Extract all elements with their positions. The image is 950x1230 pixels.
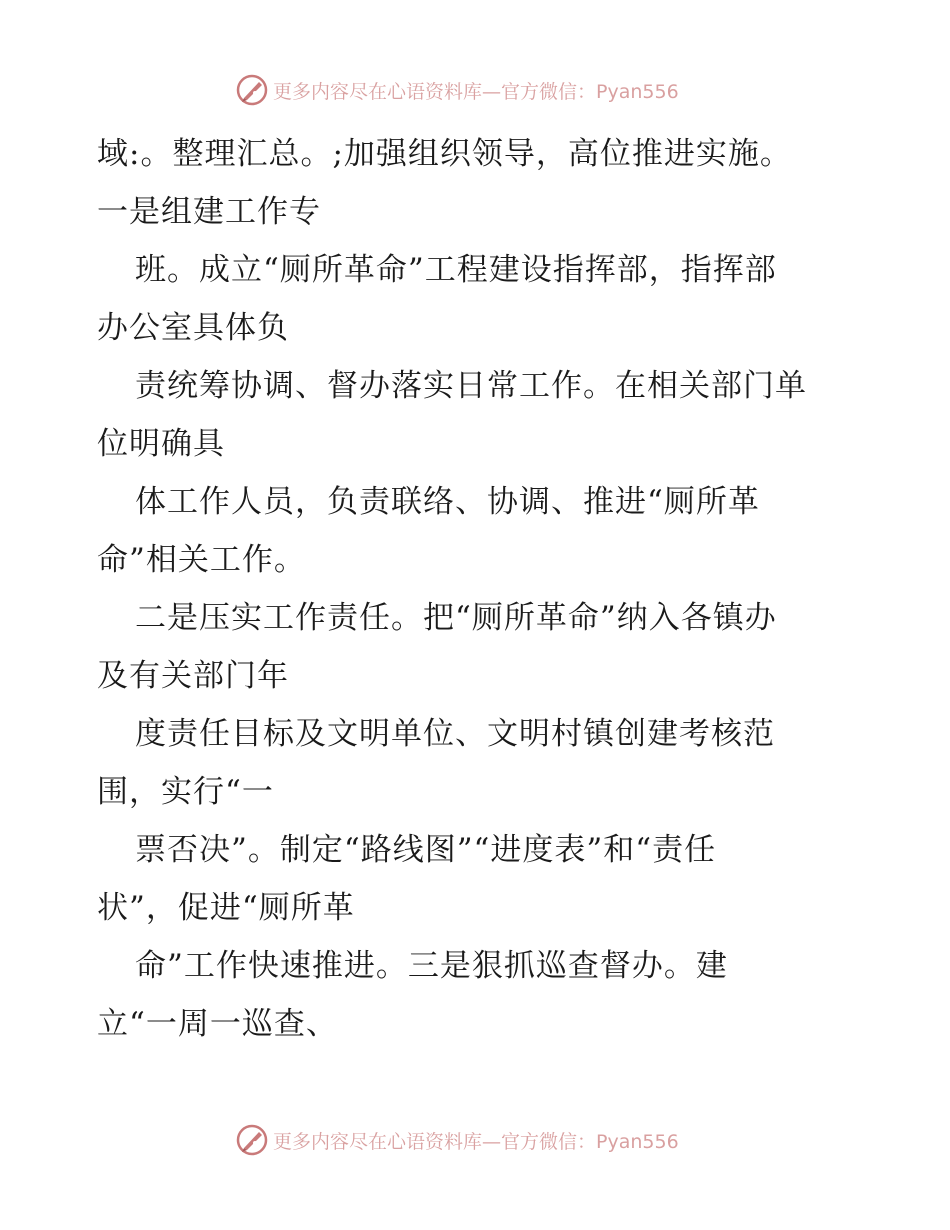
text-line: 班。成立“厕所革命”工程建设指挥部，指挥部 bbox=[135, 252, 777, 288]
text-line: 度责任目标及文明单位、文明村镇创建考核范 bbox=[135, 716, 775, 752]
wechat-id: Pyan556 bbox=[596, 80, 679, 103]
text-line: 责统筹协调、督办落实日常工作。在相关部门单 bbox=[135, 368, 807, 404]
text-line: 域:。整理汇总。;加强组织领导，高位推进实施。 bbox=[97, 136, 792, 172]
wechat-id: Pyan556 bbox=[596, 1130, 679, 1153]
document-body bbox=[97, 125, 897, 1053]
text-line: 票否决”。制定“路线图”“进度表”和“责任 bbox=[135, 832, 717, 868]
text-line: 体工作人员，负责联络、协调、推进“厕所革 bbox=[135, 484, 760, 520]
quill-logo-icon bbox=[235, 1123, 269, 1157]
text-line: 立“一周一巡查、 bbox=[97, 1006, 338, 1042]
text-line: 围，实行“一 bbox=[97, 774, 274, 810]
watermark-banner-top bbox=[235, 73, 679, 107]
text-line: 命”工作快速推进。三是狠抓巡查督办。建 bbox=[135, 948, 728, 984]
text-line: 命”相关工作。 bbox=[97, 542, 306, 578]
text-line: 一是组建工作专 bbox=[97, 194, 321, 230]
text-line: 二是压实工作责任。把“厕所革命”纳入各镇办 bbox=[135, 600, 777, 636]
watermark-text: 更多内容尽在心语资料库—官方微信：Pyan556 bbox=[273, 1130, 679, 1153]
text-line: 及有关部门年 bbox=[97, 658, 289, 694]
text-line: 位明确具 bbox=[97, 426, 225, 462]
quill-logo-icon bbox=[235, 73, 269, 107]
text-line: 状”，促进“厕所革 bbox=[97, 890, 355, 926]
text-line: 办公室具体负 bbox=[97, 310, 289, 346]
watermark-banner-bottom bbox=[235, 1123, 679, 1157]
watermark-text: 更多内容尽在心语资料库—官方微信：Pyan556 bbox=[273, 80, 679, 103]
